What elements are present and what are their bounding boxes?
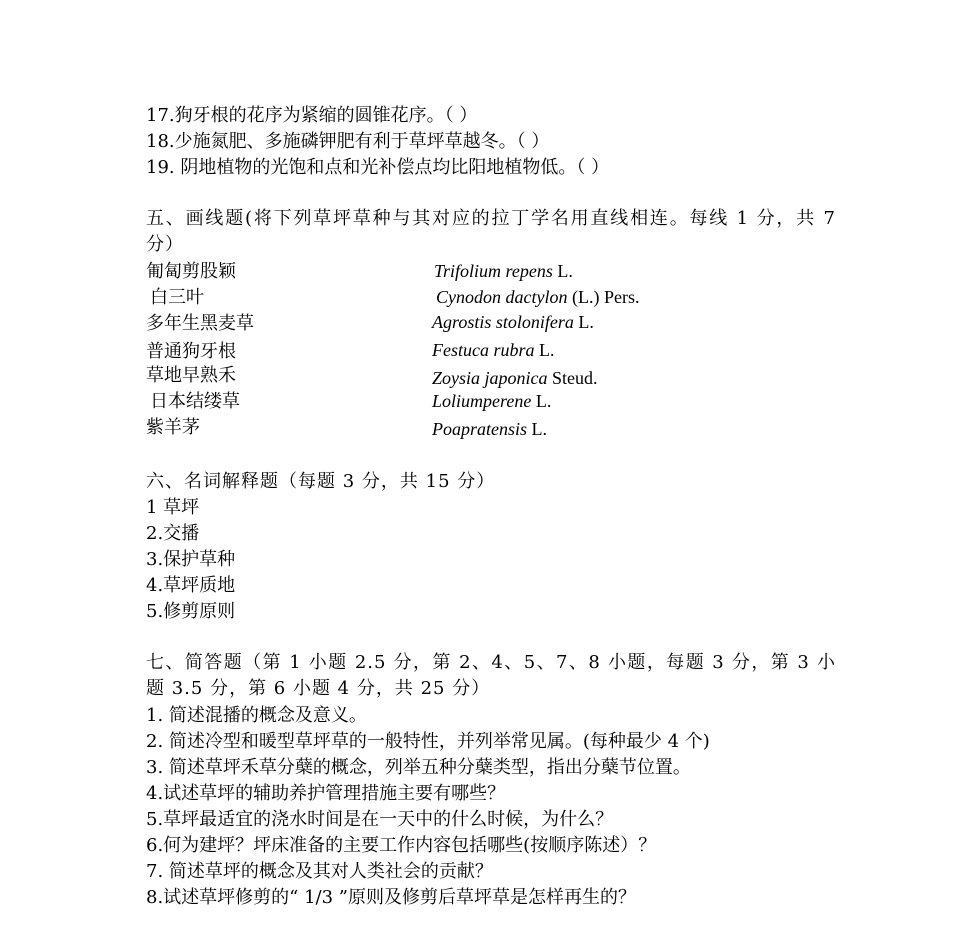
section-6-title: 六、名词解释题（每题 3 分，共 15 分） — [146, 471, 496, 492]
latin-name-4: Festuca rubra L. — [432, 340, 555, 360]
term-item-3: 3.保护草种 — [146, 549, 236, 570]
judge-item-19: 19. 阴地植物的光饱和点和光补偿点均比阳地植物低。（ ） — [146, 157, 610, 178]
question-item-7: 7. 简述草坪的概念及其对人类社会的贡献？ — [146, 861, 493, 882]
term-item-4: 4.草坪质地 — [146, 575, 236, 596]
common-name-4: 普通狗牙根 — [146, 341, 236, 362]
question-item-8: 8.试述草坪修剪的“ 1/3 ”原则及修剪后草坪草是怎样再生的？ — [146, 887, 636, 908]
latin-name-3: Agrostis stolonifera L. — [432, 312, 594, 332]
question-item-2: 2. 简述冷型和暖型草坪草的一般特性，并列举常见属。(每种最少 4 个) — [146, 731, 710, 752]
latin-name-1: Trifolium repens L. — [434, 261, 573, 281]
term-item-1: 1 草坪 — [146, 497, 200, 518]
judge-item-17: 17.狗牙根的花序为紧缩的圆锥花序。（ ） — [146, 105, 478, 126]
common-name-1: 匍匐剪股颖 — [146, 261, 236, 282]
latin-name-2: Cynodon dactylon (L.) Pers. — [436, 287, 640, 307]
judge-item-18: 18.少施氮肥、多施磷钾肥有利于草坪草越冬。（ ） — [146, 131, 550, 152]
term-item-5: 5.修剪原则 — [146, 601, 236, 622]
question-item-4: 4.试述草坪的辅助养护管理措施主要有哪些？ — [146, 783, 506, 804]
question-item-6: 6.何为建坪？坪床准备的主要工作内容包括哪些(按顺序陈述）？ — [146, 835, 657, 856]
question-item-1: 1. 简述混播的概念及意义。 — [146, 705, 367, 726]
section-5-title: 五、画线题(将下列草坪草种与其对应的拉丁学名用直线相连。每线 1 分，共 7 分） — [146, 208, 836, 255]
latin-name-7: Poapratensis L. — [432, 419, 548, 439]
common-name-3: 多年生黑麦草 — [146, 313, 254, 334]
common-name-2: 白三叶 — [150, 287, 204, 308]
common-name-6: 日本结缕草 — [150, 391, 240, 412]
latin-name-6: Loliumperene L. — [432, 391, 552, 411]
section-7-title: 七、简答题（第 1 小题 2.5 分，第 2、4、5、7、8 小题，每题 3 分，第 3 小题 3.5 分，第 6 小题 4 分，共 25 分） — [146, 652, 836, 699]
question-item-3: 3. 简述草坪禾草分蘖的概念，列举五种分蘖类型，指出分蘖节位置。 — [146, 757, 691, 778]
common-name-5: 草地早熟禾 — [146, 365, 236, 386]
latin-name-5: Zoysia japonica Steud. — [432, 368, 598, 388]
question-item-5: 5.草坪最适宜的浇水时间是在一天中的什么时候，为什么？ — [146, 809, 614, 830]
term-item-2: 2.交播 — [146, 523, 200, 544]
common-name-7: 紫羊茅 — [146, 417, 200, 438]
